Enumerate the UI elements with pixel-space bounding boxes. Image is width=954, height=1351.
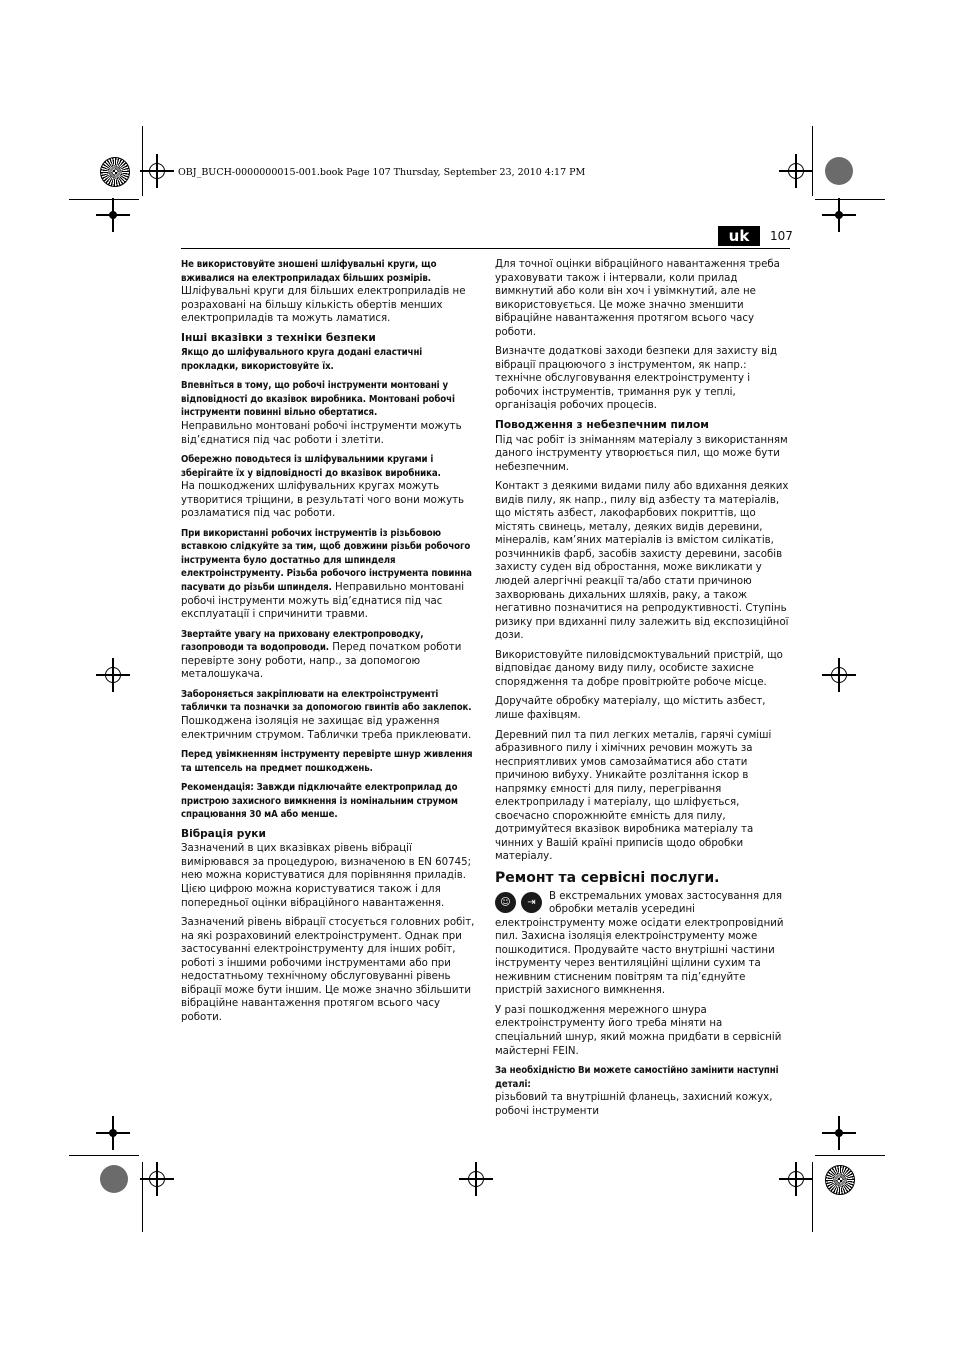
book-info-line: OBJ_BUCH-0000000015-001.book Page 107 Thursday, September 23, 2010 4:17 PM [178, 167, 586, 178]
paragraph: В екстремальних умовах застосування для обробки металів усередині електроінструменту може осідати електропровідний пил. Захисна ізоляція електроінструменту може пошкодитися. Продувайте часто внутрішні частини інструменту через вентиляційні щілини сухим та неживним стисненим повітрям та під’єднуйте пристрій захисного вимкнення. [495, 890, 784, 997]
crop-mark [142, 1162, 143, 1232]
header-rule [181, 248, 790, 249]
section-heading: Вібрація руки [181, 827, 266, 840]
crop-mark [812, 1162, 813, 1232]
registration-mark-icon [828, 664, 850, 686]
crop-mark [69, 199, 139, 200]
paragraph: Під час робіт із зніманням матеріалу з використанням даного інструменту утворюється пил, що може бути небезпечним. [495, 434, 788, 473]
safety-icons [495, 892, 545, 914]
crop-mark [815, 1155, 885, 1156]
paragraph: У разі пошкодження мережного шнура електроінструменту його треба міняти на спеціальний шнур, який можна придбати в сервісній майстерні FEIN. [495, 1004, 782, 1057]
paragraph: За необхідністю Ви можете самостійно замінити наступні деталі: різьбовий та внутрішній фланець, захисний кожух, робочі інструменти [495, 1065, 779, 1117]
registration-mark-icon [465, 1168, 487, 1190]
page-number: 107 [770, 229, 793, 243]
crop-mark [812, 126, 813, 196]
paragraph: Звертайте увагу на приховану електропроводку, газопроводи та водопроводи. Перед початком роботи перевірте зону роботи, напр., за допомогою металошукача. [181, 628, 462, 681]
right-column [495, 258, 789, 1124]
paragraph: Зазначений в цих вказівках рівень вібрації вимірювався за процедурою, визначеною в EN 60745; нею можна користуватися для порівняння приладів. Цією цифрою можна користуватися також і для попередньої оцінки вібраційного навантаження. [181, 843, 472, 909]
section-heading: Поводження з небезпечним пилом [495, 419, 709, 432]
paragraph: Доручайте обробку матеріалу, що містить азбест, лише фахівцям. [495, 696, 766, 721]
paragraph: Забороняється закріплювати на електроінструменті таблички та позначки за допомогою гвинтів або заклепок. Пошкоджена ізоляція не захищає від ураження електричним струмом. Таблички треба приклеювати. [181, 688, 472, 741]
paragraph: При використанні робочих інструментів із різьбовою вставкою слідкуйте за тим, щоб довжини різьби робочого інструмента було достатньо для шпинделя електроінструменту. Різьба робочого інструмента повинна пасувати до різьби шпинделя. Неправильно монтовані робочі інструменти можуть від’єднатися під час експлуатації і спричинити травми. [181, 527, 472, 621]
registration-mark-icon [146, 160, 168, 182]
gray-target-icon [825, 157, 853, 185]
section-heading: Ремонт та сервісні послуги. [495, 869, 720, 886]
paragraph: Перед увімкненням інструменту перевірте шнур живлення та штепсель на предмет пошкоджень. [181, 749, 473, 774]
registration-mark-icon [102, 204, 124, 226]
registration-mark-icon [102, 1122, 124, 1144]
crop-mark [142, 126, 143, 196]
paragraph: Рекомендація: Завжди підключайте електроприлад до пристрою захисного вимкнення із номінальним струмом спрацювання 30 мА або менше. [181, 782, 458, 821]
paragraph: Обережно поводьтеся із шліфувальними кругами і зберігайте їх у відповідності до вказівок виробника. На пошкоджених шліфувальних кругах можуть утворитися тріщини, в результаті чого вони можуть розламатися під час роботи. [181, 454, 465, 520]
face-mask-icon: ☺ [495, 892, 516, 913]
paragraph: Використовуйте пиловідсмоктувальний пристрій, що відповідає даному виду пилу, особисте захисне спорядження та добре провітрюйте робоче місце. [495, 649, 783, 688]
left-column [181, 258, 475, 1030]
registration-mark-icon [785, 160, 807, 182]
crop-mark [69, 1155, 139, 1156]
registration-mark-icon [828, 1122, 850, 1144]
paragraph: Якщо до шліфувального круга додані еластичні прокладки, використовуйте їх. [181, 347, 423, 372]
registration-mark-icon [828, 204, 850, 226]
gray-target-icon [100, 1165, 128, 1193]
language-badge: uk [718, 226, 760, 246]
star-target-icon [825, 1165, 855, 1195]
paragraph: Контакт з деякими видами пилу або вдихання деяких видів пилу, як напр., пилу від азбесту та матеріалів, що містять азбест, лакофарбових покриттів, що містять свинець, металу, деяких видів деревини, мінералів, кам’яних матеріалів із вмістом силікатів, розчинників фарб, засобів захисту деревини, засобів захисту суден від обростання, може викликати у людей алергічні реакції та/або стати причиною захворювань дихальних шляхів, раку, а також негативно позначитися на репродуктивності. Ступінь ризику при вдиханні пилу залежить від експозиційної дози. [495, 481, 789, 642]
registration-mark-icon [146, 1168, 168, 1190]
paragraph: Впевніться в тому, що робочі інструменти монтовані у відповідності до вказівок виробника. Монтовані робочі інструменти повинні вільно обертатися. Неправильно монтовані робочі інструменти можуть від’єднатися під час роботи і злетіти. [181, 380, 462, 446]
paragraph: Визначте додаткові заходи безпеки для захисту від вібрації працюючого з інструментом, як напр.: технічне обслуговування електроінструменту і робочих інструментів, тримання рук у теплі, організація робочих процесів. [495, 346, 777, 412]
paragraph: Не використовуйте зношені шліфувальні круги, що вживалися на електроприладах більших розмірів. Шліфувальні круги для більших електроприладів не розраховані на більшу кількість обертів менших електроприладів та можуть ламатися. [181, 259, 466, 325]
registration-mark-icon [785, 1168, 807, 1190]
registration-mark-icon [102, 664, 124, 686]
paragraph: Зазначений рівень вібрації стосується головних робіт, на які розраховиний електроінструмент. Однак при застосуванні електроінструменту для інших робіт, роботі з іншими робочими інструментами або при недостатньому технічному обслуговуванні рівень вібрації може бути іншим. Це може значно збільшити вібраційне навантаження протягом всього часу роботи. [181, 917, 475, 1023]
paragraph: Для точної оцінки вібраційного навантаження треба ураховувати також і інтервали, коли прилад вимкнутий або коли він хоч і увімкнутий, але не використовується. Це може значно зменшити вібраційне навантаження протягом всього часу роботи. [495, 259, 780, 338]
star-target-icon [100, 157, 130, 187]
section-heading: Інші вказівки з техніки безпеки [181, 331, 376, 344]
crop-mark [815, 199, 885, 200]
paragraph: Деревний пил та пил легких металів, гарячі суміші абразивного пилу і хімічних речовин можуть за несприятливих умов самозайматися або стати причиною вибуху. Уникайте розлітання іскор в напрямку ємності для пилу, перегрівання електроприладу і матеріалу, що шліфується, своєчасно спорожнюйте ємність для пилу, дотримуйтеся вказівок виробника матеріалу та чинних у Вашій країні приписів щодо обробки матеріалу. [495, 729, 772, 863]
dust-extraction-icon: ⇥ [521, 892, 542, 913]
